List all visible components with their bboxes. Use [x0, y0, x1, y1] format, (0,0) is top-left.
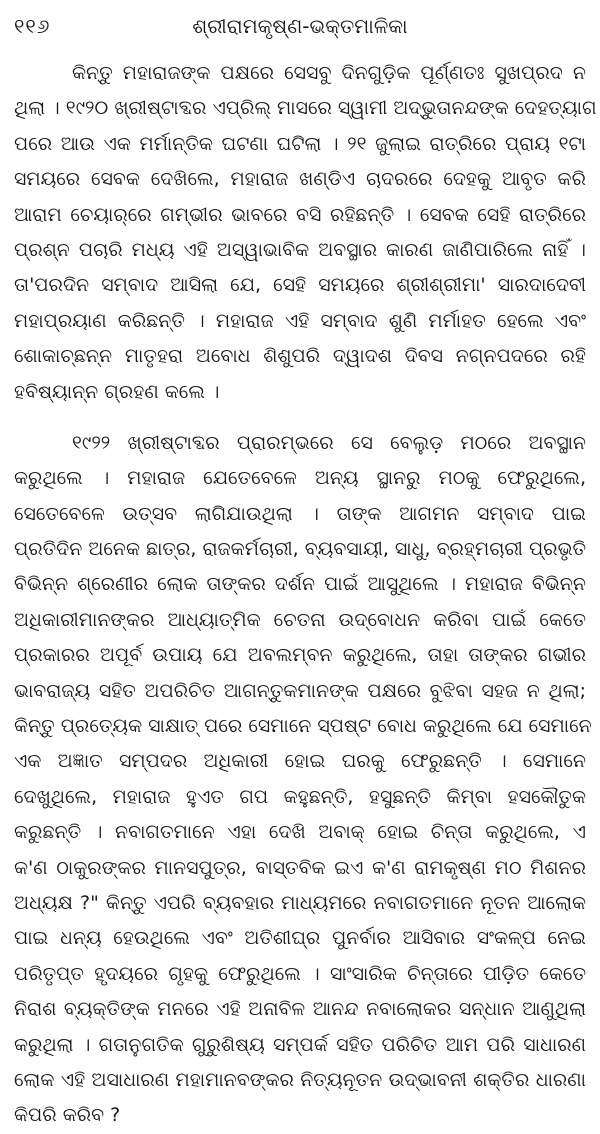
page-number: ୧୧୬ — [14, 14, 51, 38]
text-line: ଆରାମ ଚେୟାର୍‌ରେ ଗମ୍ଭୀର ଭାବରେ ବସି ରହିଛନ୍ତି । ସେବକ ସେହି ରାତ୍ରିରେ — [14, 203, 586, 226]
text-line: ଲୋକ ଏହି ଅସାଧାରଣ ମହାମାନବଙ୍କର ନିତ୍ୟନୂତନ ଉଦ୍ଭାବନୀ ଶକ୍ତିର ଧାରଣା — [14, 1068, 586, 1091]
text-line: ପରେ ଆଉ ଏକ ମର୍ମାନ୍ତିକ ଘଟଣା ଘଟିଲା । ୨୧ ଜୁଲାଇ ରାତ୍ରିରେ ପ୍ରାୟ ୧ଟା — [14, 132, 586, 155]
text-line: ଅଧ୍ୟକ୍ଷ ?" କିନ୍ତୁ ଏପରି ବ୍ୟବହାର ମାଧ୍ୟମରେ ନବାଗତମାନେ ନୂତନ ଆଲୋକ — [14, 891, 586, 914]
text-line: ଦେଖୁଥିଲେ, ମହାରାଜ ହୁଏତ ଗପ କହୁଛନ୍ତି, ହସୁଛନ୍ତି କିମ୍ବା ହସକୌତୁକ — [14, 785, 586, 808]
body-text — [14, 56, 597, 1127]
text-line: କରୁଛନ୍ତି । ନବାଗତମାନେ ଏହା ଦେଖି ଅବାକ୍ ହୋଇ ଚିନ୍ତା କରୁଥିଲେ, ଏ — [14, 821, 586, 844]
text-line: ଥିଲା । ୧୯୨୦ ଖ୍ରୀଷ୍ଟାବ୍ଦର ଏପ୍ରିଲ୍ ମାସରେ ସ୍ୱାମୀ ଅଦ୍ଭୁତାନନ୍ଦଙ୍କ ଦେହତ୍ୟାଗ — [14, 97, 597, 120]
text-line: ସେତେବେଳେ ଉତ୍ସବ ଲାଗିଯାଉଥିଲା । ତାଙ୍କ ଆଗମନ ସମ୍ବାଦ ପାଇ — [14, 502, 586, 525]
text-line: ବିଭିନ୍ନ ଶ୍ରେଣୀର ଲୋକ ତାଙ୍କର ଦର୍ଶନ ପାଇଁ ଆସୁଥିଲେ । ମହାରାଜ ବିଭିନ୍ନ — [14, 573, 586, 596]
text-line: ପ୍ରତିଦିନ ଅନେକ ଛାତ୍ର, ରାଜକର୍ମଚାରୀ, ବ୍ୟବସାୟୀ, ସାଧୁ, ବ୍ରହ୍ମଚାରୀ ପ୍ରଭୃତି — [14, 538, 587, 561]
paragraph-gap — [14, 410, 586, 426]
page-header — [14, 12, 586, 42]
text-line: କିନ୍ତୁ ପ୍ରତ୍ୟେକ ସାକ୍ଷାତ୍ ପରେ ସେମାନେ ସ୍ପଷ୍ଟ ବୋଧ କରୁଥିଲେ ଯେ ସେମାନେ — [14, 715, 592, 738]
text-line: ସମୟରେ ସେବକ ଦେଖିଲେ, ମହାରାଜ ଖଣ୍ଡିଏ ଚାଦରରେ ଦେହକୁ ଆବୃତ କରି — [14, 168, 586, 191]
text-line: ପ୍ରକାରର ଅପୂର୍ବ ଉପାୟ ଯେ ଅବଲମ୍ବନ କରୁଥିଲେ, ତାହା ତାଙ୍କର ଗଭୀର — [14, 644, 586, 667]
text-line: କିନ୍ତୁ ମହାରାଜଙ୍କ ପକ୍ଷରେ ସେସବୁ ଦିନଗୁଡ଼ିକ ପୂର୍ଣ୍ଣତଃ ସୁଖପ୍ରଦ ନ — [72, 62, 586, 84]
running-title: ଶ୍ରୀରାମକୃଷ୍ଣ-ଭକ୍ତମାଳିକା — [192, 14, 408, 38]
text-line: କରୁଥିଲା । ଗତାନୁଗତିକ ଗୁରୁଶିଷ୍ୟ ସମ୍ପର୍କ ସହିତ ପରିଚିତ ଆମ ପରି ସାଧାରଣ — [14, 1033, 586, 1056]
text-line: ୧୯୨୨ ଖ୍ରୀଷ୍ଟାବ୍ଦର ପ୍ରାରମ୍ଭରେ ସେ ବେଲୁଡ଼ ମଠରେ ଅବସ୍ଥାନ — [72, 431, 586, 454]
text-line: ତା'ପରଦିନ ସମ୍ବାଦ ଆସିଲା ଯେ, ସେହି ସମୟରେ ଶ୍ରୀଶ୍ରୀମା' ସାରଦାଦେବୀ — [14, 274, 586, 297]
text-line: ପ୍ରଶ୍ନ ପଚାରି ମଧ୍ୟ ଏହି ଅସ୍ୱାଭାବିକ ଅବସ୍ଥାର କାରଣ ଜାଣିପାରିଲେ ନାହିଁ । — [14, 238, 586, 261]
text-line: ହବିଷ୍ୟାନ୍ନ ଗ୍ରହଣ କଲେ । — [14, 380, 220, 403]
text-line: କିପରି କରିବ ? — [14, 1104, 121, 1127]
text-line: କ'ଣ ଠାକୁରଙ୍କର ମାନସପୁତ୍ର, ବାସ୍ତବିକ ଇଏ କ'ଣ ରାମକୃଷ୍ଣ ମଠ ମିଶନର — [14, 856, 586, 879]
text-line: ଭାବରାଜ୍ୟ ସହିତ ଅପରିଚିତ ଆଗନ୍ତୁକମାନଙ୍କ ପକ୍ଷରେ ବୁଝିବା ସହଜ ନ ଥିଲା; — [14, 679, 586, 702]
text-line: କରୁଥିଲେ । ମହାରାଜ ଯେତେବେଳେ ଅନ୍ୟ ସ୍ଥାନରୁ ମଠକୁ ଫେରୁଥିଲେ, — [14, 467, 586, 490]
text-line: ପରିତୃପ୍ତ ହୃଦୟରେ ଗୃହକୁ ଫେରୁଥିଲେ । ସାଂସାରିକ ଚିନ୍ତାରେ ପୀଡ଼ିତ କେତେ — [14, 962, 586, 985]
text-line: ନିରାଶ ବ୍ୟକ୍ତିଙ୍କ ମନରେ ଏହି ଅନାବିଳ ଆନନ୍ଦ ନବାଲୋକର ସନ୍ଧାନ ଆଣୁଥିଲା — [14, 998, 586, 1021]
text-line: ଏକ ଅଜ୍ଞାତ ସମ୍ପଦର ଅଧିକାରୀ ହୋଇ ଘରକୁ ଫେରୁଛନ୍ତି । ସେମାନେ — [14, 750, 586, 773]
text-line: ମହାପ୍ରୟାଣ କରିଛନ୍ତି । ମହାରାଜ ଏହି ସମ୍ବାଦ ଶୁଣି ମର୍ମାହତ ହେଲେ ଏବଂ — [14, 309, 586, 332]
text-line: ଶୋକାଚ୍ଛନ୍ନ ମାତୃହରା ଅବୋଧ ଶିଶୁପରି ଦ୍ୱାଦଶ ଦିବସ ନଗ୍ନପଦରେ ରହି — [14, 345, 586, 368]
text-line: ପାଇ ଧନ୍ୟ ହେଉଥିଲେ ଏବଂ ଅତିଶୀଘ୍ର ପୁନର୍ବାର ଆସିବାର ସଂକଳ୍ପ ନେଇ — [14, 927, 586, 950]
text-line: ଅଧିକାରୀମାନଙ୍କର ଆଧ୍ୟାତ୍ମିକ ଚେତନା ଉଦ୍‌ବୋଧନ କରିବା ପାଇଁ କେତେ — [14, 608, 586, 631]
